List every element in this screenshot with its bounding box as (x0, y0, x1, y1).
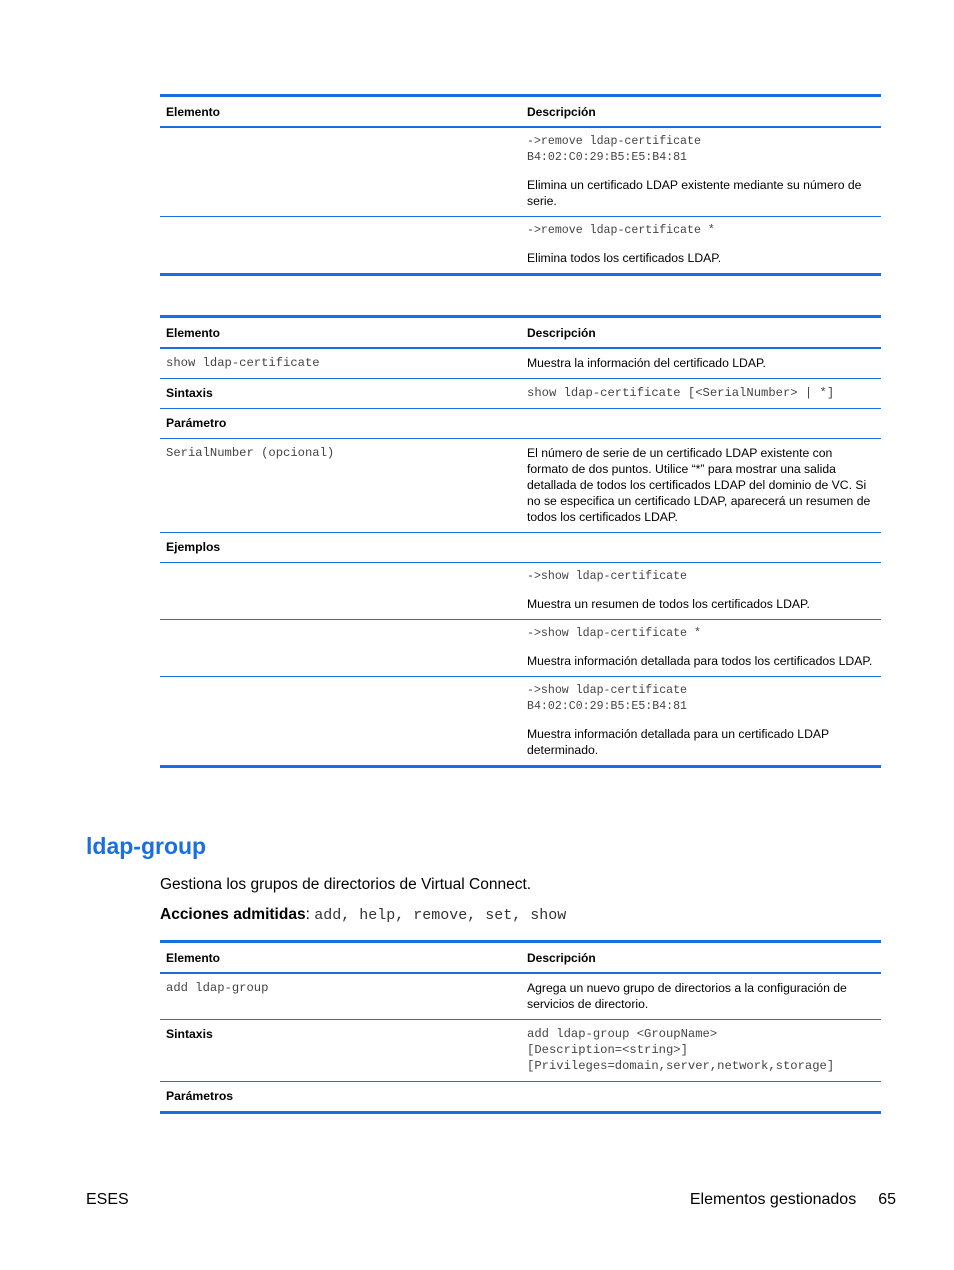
syntax-code: show ldap-certificate [<SerialNumber> | *] (521, 379, 881, 409)
table-header-row (160, 942, 881, 974)
table-row (160, 677, 881, 767)
actions-list: add, help, remove, set, show (314, 907, 567, 924)
table-row (160, 379, 881, 409)
parameter-name: SerialNumber (opcional) (160, 439, 521, 533)
table-row (160, 409, 881, 439)
command-summary: Agrega un nuevo grupo de directorios a la configuración de servicios de directorio. (521, 973, 881, 1020)
page-number: 65 (878, 1191, 896, 1208)
example-description: Muestra información detallada para todos los certificados LDAP. (527, 654, 873, 668)
column-header-descripcion: Descripción (521, 317, 881, 349)
table-row (160, 1082, 881, 1113)
command-name: add ldap-group (160, 973, 521, 1020)
command-summary: Muestra la información del certificado LDAP. (521, 348, 881, 379)
column-header-elemento: Elemento (160, 96, 521, 128)
table-row (160, 973, 881, 1020)
command-example: ->remove ldap-certificate * (527, 224, 715, 237)
table-header-row (160, 96, 881, 128)
column-header-descripcion: Descripción (521, 96, 881, 128)
command-name: show ldap-certificate (160, 348, 521, 379)
actions-separator: : (305, 906, 315, 923)
table-row (160, 217, 881, 275)
parameter-description: El número de serie de un certificado LDAP existente con formato de dos puntos. Utilice “*” para mostrar una salida detallada de todos los certificados LDAP del dominio de VC. Si no se especifica un certificado LDAP, aparecerá un resumen de todos los certificados LDAP. (521, 439, 881, 533)
show-certificate-table (160, 315, 881, 768)
syntax-code: add ldap-group <GroupName> [Description=<string>] [Privileges=domain,server,network,storage] (521, 1020, 881, 1082)
example-cell (521, 677, 881, 767)
supported-actions (160, 906, 566, 924)
command-description: Elimina un certificado LDAP existente mediante su número de serie. (527, 178, 862, 208)
table-row (160, 348, 881, 379)
table-row (160, 563, 881, 620)
example-cell (521, 563, 881, 620)
command-example: ->remove ldap-certificate B4:02:C0:29:B5:E5:B4:81 (527, 135, 701, 164)
example-description: Muestra un resumen de todos los certificados LDAP. (527, 597, 810, 611)
footer-section-name: Elementos gestionados (689, 1191, 857, 1208)
table-row (160, 620, 881, 677)
element-cell (160, 127, 521, 217)
example-cell (521, 620, 881, 677)
parameters-label: Parámetros (166, 1089, 234, 1103)
section-title: ldap-group (86, 833, 207, 859)
footer-locale: ESES (86, 1191, 129, 1208)
example-code: ->show ldap-certificate * (527, 627, 701, 640)
parameter-label: Parámetro (160, 409, 521, 439)
table-row (160, 439, 881, 533)
column-header-elemento: Elemento (160, 317, 521, 349)
syntax-label: Sintaxis (160, 379, 521, 409)
ldap-group-table (160, 940, 881, 1114)
element-cell (160, 217, 521, 275)
actions-label: Acciones admitidas (160, 906, 306, 923)
description-cell (521, 127, 881, 217)
remove-certificate-table (160, 94, 881, 276)
column-header-descripcion: Descripción (521, 942, 881, 974)
examples-label: Ejemplos (160, 533, 521, 563)
section-intro: Gestiona los grupos de directorios de Virtual Connect. (160, 876, 532, 893)
example-code: ->show ldap-certificate (527, 570, 688, 583)
table-row (160, 127, 881, 217)
table-row (160, 533, 881, 563)
example-description: Muestra información detallada para un certificado LDAP determinado. (527, 727, 829, 757)
description-cell (521, 217, 881, 275)
footer-page-info (690, 1191, 896, 1209)
command-description: Elimina todos los certificados LDAP. (527, 251, 722, 265)
column-header-elemento: Elemento (160, 942, 521, 974)
table-header-row (160, 317, 881, 349)
example-code: ->show ldap-certificate B4:02:C0:29:B5:E5:B4:81 (527, 684, 688, 713)
table-row (160, 1020, 881, 1082)
syntax-label: Sintaxis (160, 1020, 521, 1082)
